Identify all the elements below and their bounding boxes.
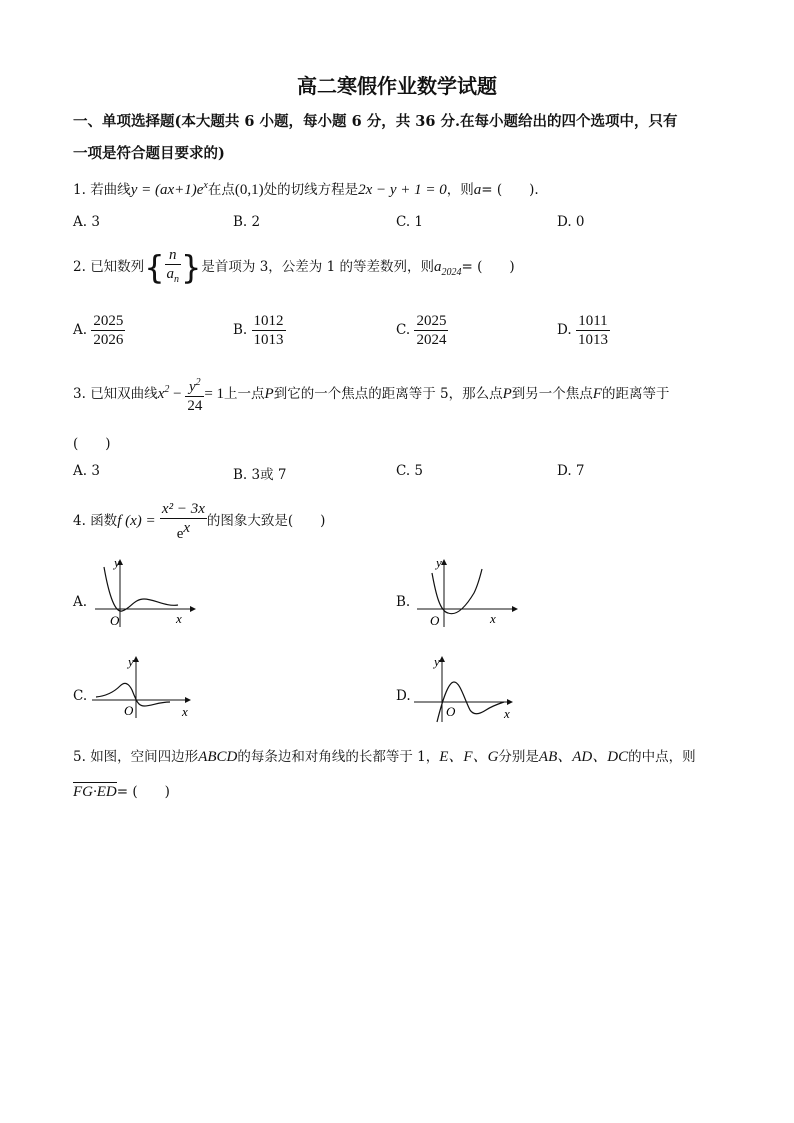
fraction-numerator: 2025 [93, 313, 124, 329]
q3-y2-fraction [185, 374, 204, 415]
question-number: 3. [73, 386, 86, 402]
question-number: 1. [73, 182, 86, 198]
q1-option-d[interactable]: D. 0 [557, 214, 585, 230]
q2-right-brace: } [181, 248, 202, 287]
q5-points: E、F、G [439, 749, 499, 765]
q2-option-a-fraction [91, 312, 125, 349]
q3-minus: − [169, 386, 186, 402]
q3-y2-num [185, 374, 204, 397]
section-heading-line1: 一、单项选择题(本大题共 6 小题，每小题 6 分，共 36 分.在每小题给出的四个选项中，只有 [73, 113, 678, 130]
question-number: 5. [73, 749, 86, 765]
x-label: x [182, 704, 188, 719]
q3-text-4: 到另一个焦点 [511, 386, 593, 402]
q4-text: 函数 [90, 513, 118, 529]
origin-label: O [430, 613, 440, 628]
fraction-denominator: 1013 [253, 332, 284, 348]
q5-abcd: ABCD [198, 749, 238, 765]
q4-option-c-label[interactable]: C. [73, 688, 88, 704]
question-5 [73, 745, 696, 766]
q3-eq-rest: = 1 [204, 386, 225, 402]
q4-fx: f (x) = [117, 513, 156, 529]
q1-curve-expr: y = (ax+1)e [130, 182, 204, 198]
q2-text: 已知数列 [90, 259, 145, 275]
q3-text-2: 上一点 [224, 386, 265, 402]
q1-option-a[interactable]: A. 3 [73, 214, 100, 230]
x-label: x [176, 611, 182, 626]
y-axis-arrow [439, 656, 445, 662]
q2-seq-den [165, 265, 182, 289]
fraction-numerator: 2025 [416, 313, 447, 329]
q2-option-d[interactable] [557, 312, 610, 349]
q1-option-b[interactable]: B. 2 [233, 214, 261, 230]
q3-point-p: P [264, 386, 274, 402]
question-2 [73, 246, 515, 289]
x-axis-arrow [190, 606, 196, 612]
question-4 [73, 500, 325, 543]
fraction-denominator: 2024 [416, 332, 447, 348]
q5-line-2 [73, 780, 170, 801]
q1-option-c[interactable]: C. 1 [396, 214, 424, 230]
q4-graph-a[interactable] [90, 555, 200, 630]
fraction-denominator: 1013 [577, 332, 608, 348]
q3-x: x [157, 386, 165, 402]
q4-f-den-sup: x [183, 520, 191, 536]
q5-segments: AB、AD、DC [538, 749, 629, 765]
q1-text-4: ，则 [446, 182, 474, 198]
q2-option-c-label: C. [396, 322, 411, 338]
q1-line-eq: 2x − y + 1 = 0 [358, 182, 447, 198]
q2-target-base: a [433, 259, 442, 275]
question-3 [73, 374, 669, 415]
x-label: x [490, 611, 496, 626]
q2-left-brace: { [144, 248, 165, 287]
q5-text-3: 分别是 [498, 749, 539, 765]
q4-graph-d[interactable] [412, 652, 522, 724]
q5-text-2: 的每条边和对角线的长都等于 1， [237, 749, 440, 765]
q1-point: (0,1) [234, 182, 264, 198]
q2-text-3: = ( ) [461, 259, 515, 275]
q1-text-3: 处的切线方程是 [263, 182, 359, 198]
q5-text-5: = ( ) [116, 784, 170, 800]
question-1 [73, 178, 539, 199]
q4-f-den [160, 519, 207, 543]
q4-f-den-base: e [176, 526, 184, 542]
q2-option-c[interactable] [396, 312, 448, 349]
q2-seq-fraction [165, 246, 182, 289]
q4-text-2: 的图象大致是( ) [206, 513, 326, 529]
q3-answer-blank: ( ) [73, 436, 111, 452]
q1-text: 若曲线 [90, 182, 131, 198]
q3-y2-den: 24 [187, 398, 203, 414]
q1-var: a [473, 182, 482, 198]
q4-graph-c[interactable] [90, 652, 200, 720]
q3-y: y [188, 379, 196, 395]
curve [104, 567, 178, 611]
q2-option-c-fraction [414, 312, 448, 349]
y-label: y [436, 555, 442, 570]
question-number: 2. [73, 259, 86, 275]
x-label: x [504, 706, 510, 721]
q3-option-d[interactable]: D. 7 [557, 463, 585, 479]
fraction-denominator: 2026 [93, 332, 124, 348]
q5-text-4: 的中点，则 [628, 749, 696, 765]
q2-seq-den-base: a [166, 266, 175, 282]
q1-curve [131, 182, 208, 198]
q3-option-b[interactable]: B. 3或 7 [233, 467, 287, 483]
page-title: 高二寒假作业数学试题 [297, 74, 497, 98]
q3-option-c[interactable]: C. 5 [396, 463, 424, 479]
origin-label: O [124, 703, 134, 718]
origin-label: O [110, 613, 120, 628]
q1-text-2: 在点 [207, 182, 235, 198]
q1-curve-sup: x [203, 180, 208, 191]
q2-option-d-fraction [576, 312, 610, 349]
q4-option-d-label[interactable]: D. [396, 688, 411, 704]
q2-seq-den-sub: n [174, 274, 180, 285]
q3-text-5: 的距离等于 [601, 386, 670, 402]
q3-x-exp: 2 [164, 384, 170, 395]
section-heading-line2: 一项是符合题目要求的) [73, 145, 225, 162]
q2-target [433, 259, 462, 278]
q4-option-a-label[interactable]: A. [73, 594, 88, 610]
q5-text: 如图，空间四边形 [90, 749, 199, 765]
q3-option-a[interactable]: A. 3 [73, 463, 100, 479]
y-label: y [128, 654, 134, 669]
q2-option-b[interactable] [233, 312, 286, 349]
y-axis-arrow [441, 559, 447, 565]
q3-text: 已知双曲线 [90, 386, 158, 402]
q1-text-5: = ( ). [481, 182, 539, 198]
q3-y-exp: 2 [195, 377, 201, 388]
q2-option-b-label: B. [233, 322, 248, 338]
x-axis-arrow [507, 699, 513, 705]
q2-seq-num: n [165, 246, 182, 265]
q2-option-d-label: D. [557, 322, 572, 338]
x-axis-arrow [185, 697, 191, 703]
q5-vector-expr: FG·ED [73, 784, 117, 800]
q4-option-b-label[interactable]: B. [396, 594, 411, 610]
y-label: y [434, 654, 440, 669]
q4-f-num: x² − 3x [161, 501, 205, 517]
q2-option-a-label: A. [73, 322, 88, 338]
y-axis-arrow [133, 656, 139, 662]
q3-point-p2: P [502, 386, 512, 402]
q4-graph-b[interactable] [412, 555, 522, 630]
q2-target-sub: 2024 [441, 267, 462, 278]
fraction-numerator: 1011 [576, 312, 610, 331]
q3-x2 [158, 386, 170, 402]
x-axis-arrow [512, 606, 518, 612]
q2-option-a[interactable] [73, 312, 125, 349]
q3-focus-f: F [592, 386, 602, 402]
origin-label: O [446, 704, 456, 719]
q4-f-fraction [160, 500, 207, 543]
q3-text-3: 到它的一个焦点的距离等于 5，那么点 [273, 386, 503, 402]
curve [432, 569, 482, 614]
question-number: 4. [73, 513, 86, 529]
y-label: y [114, 555, 120, 570]
q2-text-2: 是首项为 3，公差为 1 的等差数列，则 [201, 259, 434, 275]
fraction-numerator: 1012 [253, 313, 284, 329]
q2-option-b-fraction [252, 312, 286, 349]
